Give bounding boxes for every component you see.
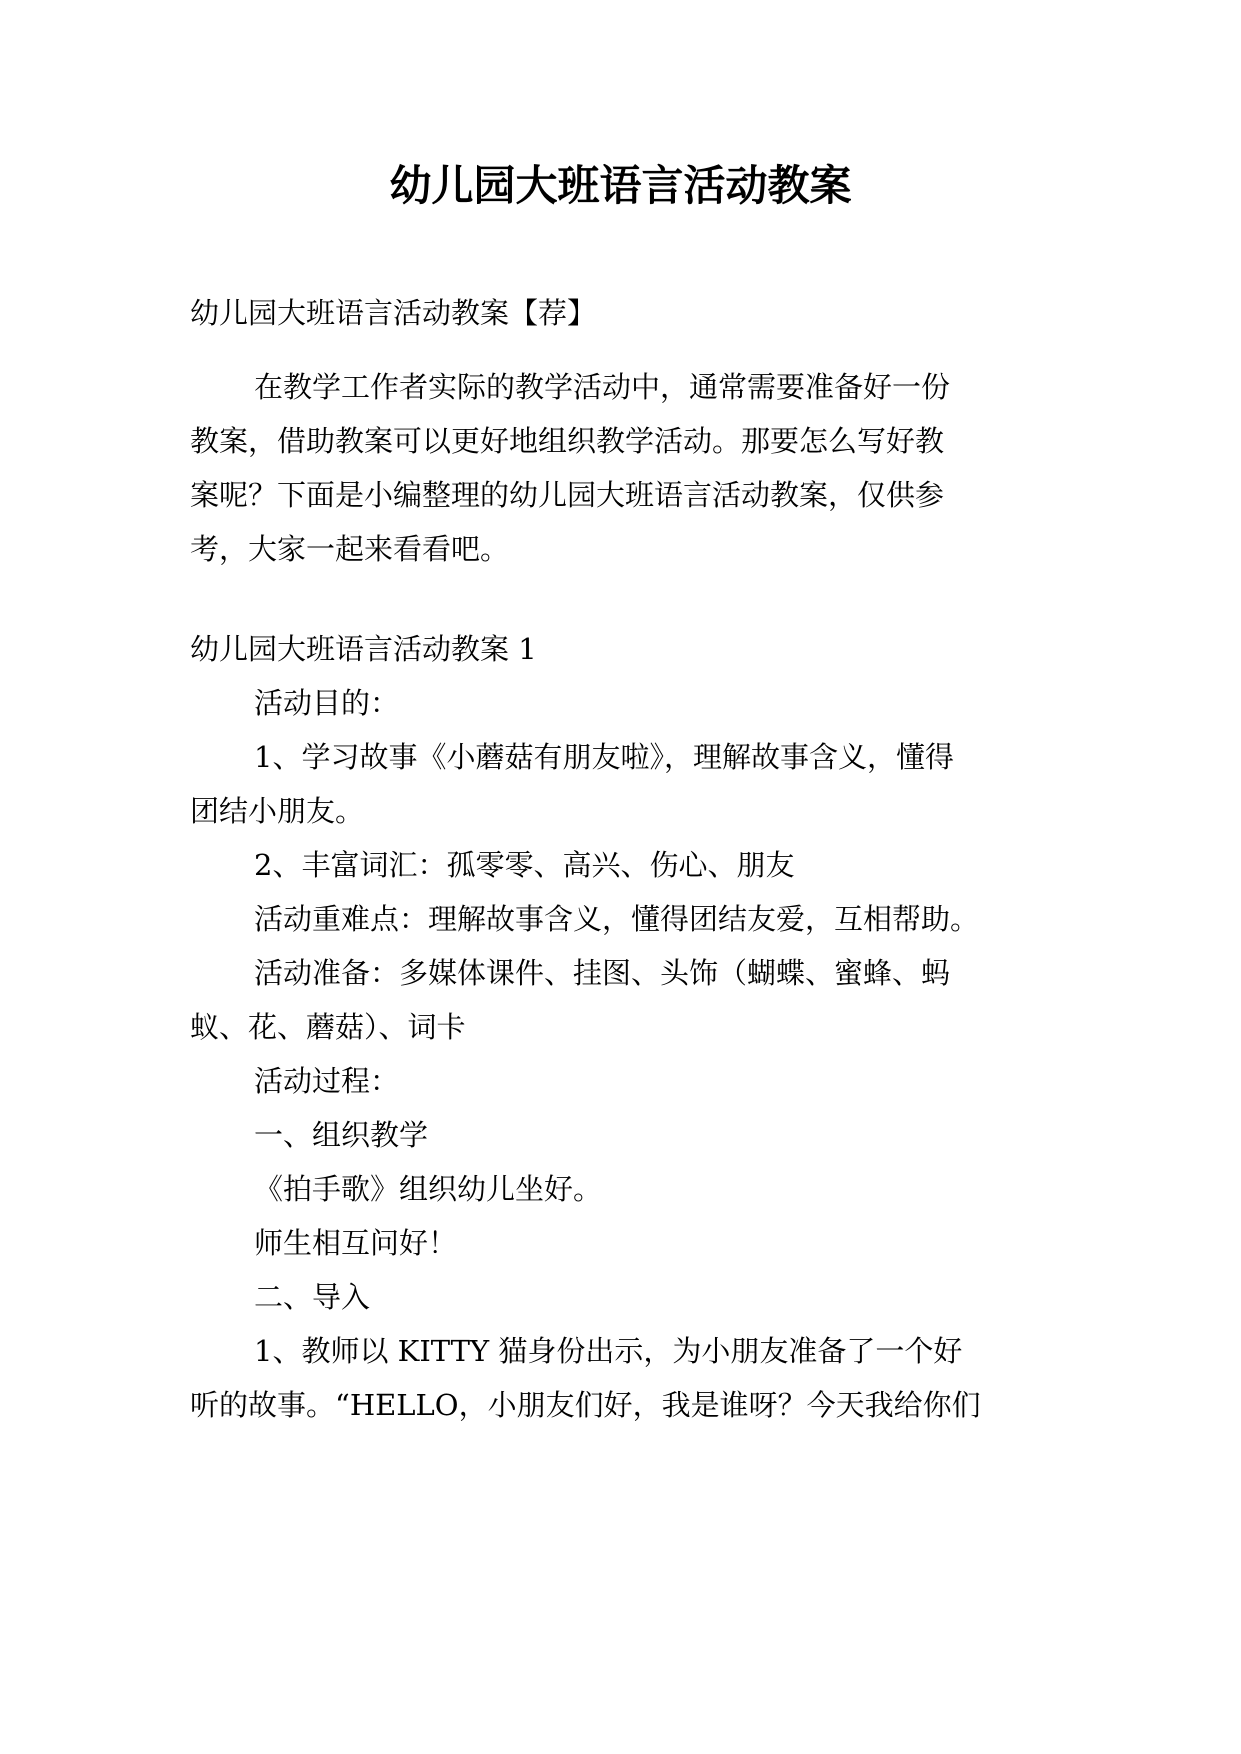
body-line-9: 一、组织教学 <box>254 1118 429 1152</box>
body-line-12: 二、导入 <box>254 1280 371 1314</box>
intro-line-1: 在教学工作者实际的教学活动中，通常需要准备好一份 <box>254 370 951 404</box>
body-line-5: 活动重难点：理解故事含义，懂得团结友爱，互相帮助。 <box>254 902 980 936</box>
intro-line-3: 案呢？下面是小编整理的幼儿园大班语言活动教案，仅供参 <box>190 478 945 512</box>
body-line-10: 《拍手歌》组织幼儿坐好。 <box>254 1172 603 1206</box>
body-line-11: 师生相互问好！ <box>254 1226 458 1260</box>
body-line-1: 活动目的： <box>254 686 400 720</box>
intro-line-4: 考，大家一起来看看吧。 <box>190 532 510 566</box>
body-line-2: 1、学习故事《小蘑菇有朋友啦》，理解故事含义，懂得 <box>254 740 954 774</box>
body-line-3: 团结小朋友。 <box>190 794 365 828</box>
body-line-8: 活动过程： <box>254 1064 400 1098</box>
document-title: 幼儿园大班语言活动教案 <box>389 161 852 210</box>
body-line-7: 蚁、花、蘑菇）、词卡 <box>190 1010 466 1044</box>
body-line-13: 1、教师以 KITTY 猫身份出示，为小朋友准备了一个好 <box>254 1334 963 1368</box>
document-subtitle: 幼儿园大班语言活动教案【荐】 <box>190 296 597 330</box>
intro-line-2: 教案，借助教案可以更好地组织教学活动。那要怎么写好教 <box>190 424 945 458</box>
body-line-6: 活动准备：多媒体课件、挂图、头饰（蝴蝶、蜜蜂、蚂 <box>254 956 951 990</box>
body-line-4: 2、丰富词汇：孤零零、高兴、伤心、朋友 <box>254 848 795 882</box>
body-line-14: 听的故事。“HELLO，小朋友们好，我是谁呀？今天我给你们 <box>190 1388 981 1422</box>
section-heading: 幼儿园大班语言活动教案 1 <box>190 632 537 666</box>
